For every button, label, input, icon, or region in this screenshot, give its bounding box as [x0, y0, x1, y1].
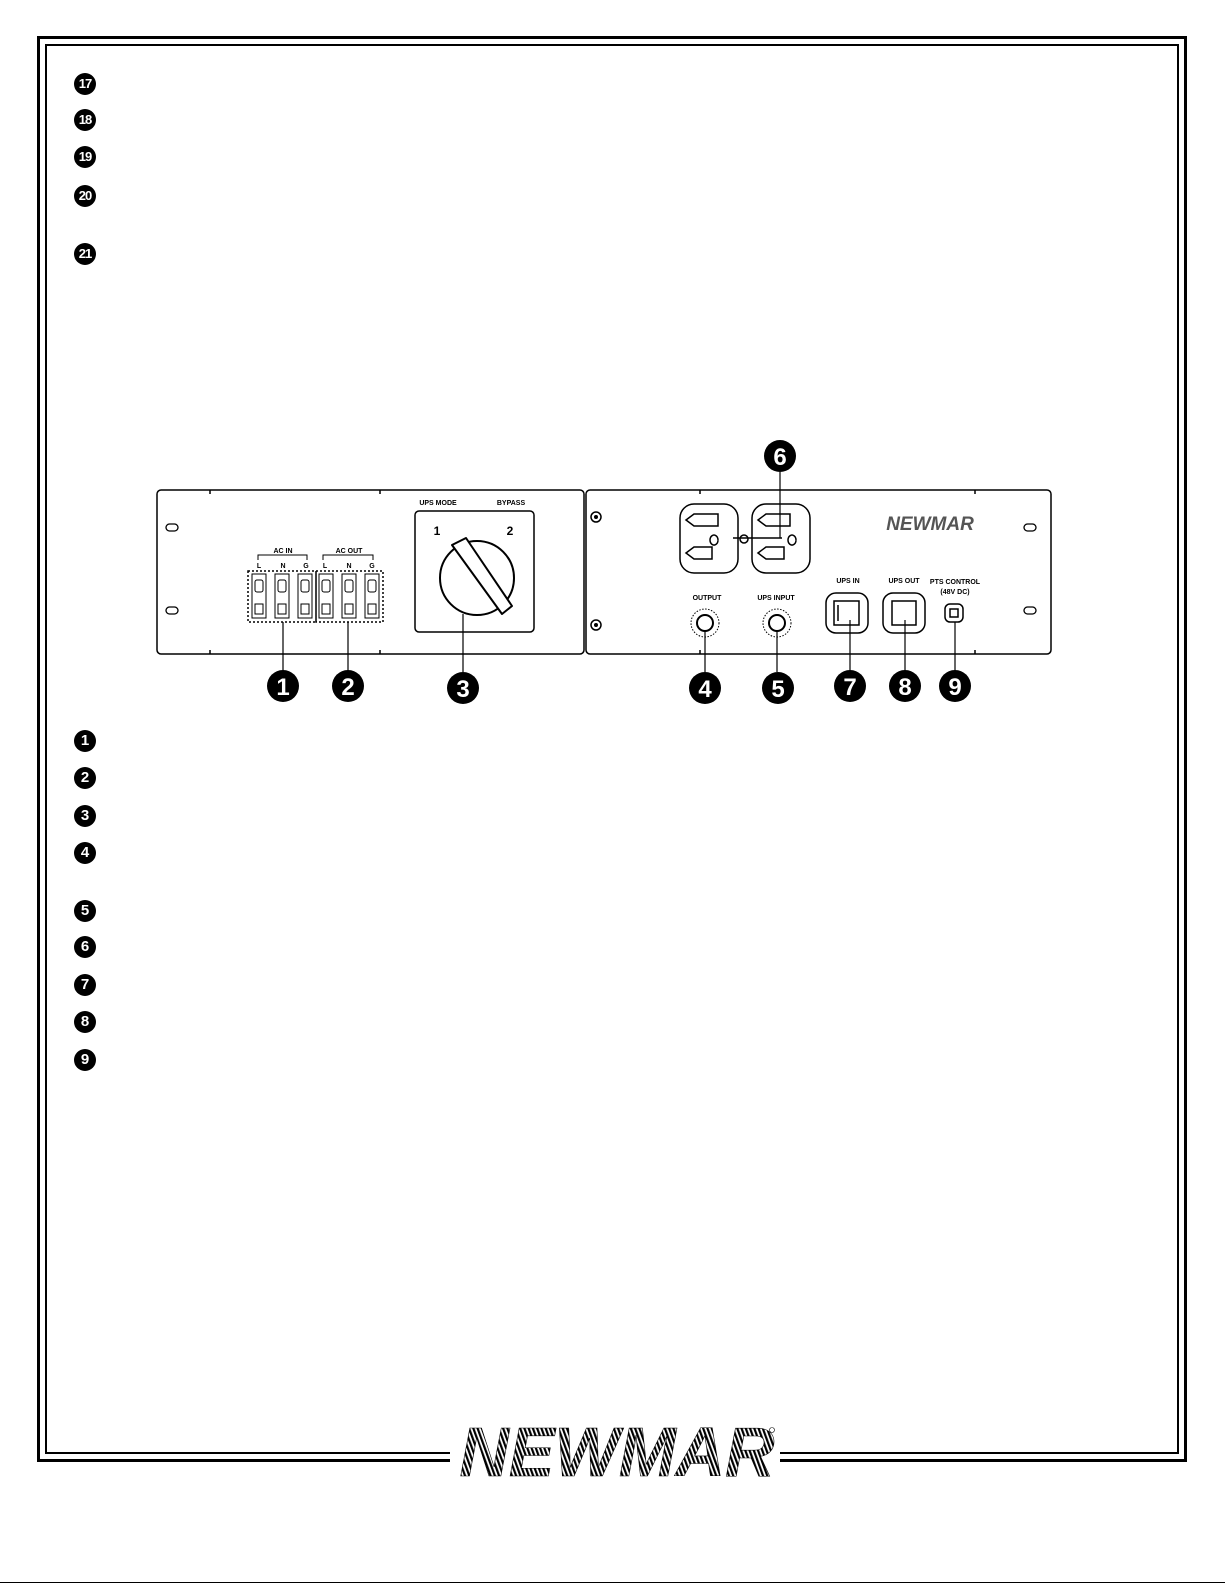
- svg-text:7: 7: [843, 674, 857, 701]
- callout-18: 18: [74, 109, 96, 131]
- screw-icon: [591, 512, 601, 630]
- pts-control-label: PTS CONTROL: [929, 579, 981, 586]
- terminal-letter: L: [322, 563, 328, 570]
- duplex-outlet-icon: [680, 504, 810, 573]
- callout-17: 17: [74, 73, 96, 95]
- switch-position-2: 2: [506, 524, 514, 538]
- panel-brand-logo: NEWMAR: [886, 514, 974, 535]
- ups-out-port-icon: [883, 593, 925, 633]
- ups-in-port-icon: [826, 593, 868, 633]
- diagram-callout-4: [689, 672, 721, 704]
- diagram-callout-3: [447, 672, 479, 704]
- terminal-letter: G: [369, 563, 375, 570]
- mount-slot-icon: [166, 607, 178, 614]
- callout-21: 21: [74, 243, 96, 265]
- footer-logo-text: NEWMAR: [459, 1413, 775, 1488]
- diagram-callout-9: [939, 670, 971, 702]
- terminal-letter: L: [256, 563, 262, 570]
- svg-text:4: 4: [698, 676, 712, 703]
- callout-8: 8: [74, 1011, 96, 1033]
- svg-text:3: 3: [456, 676, 470, 703]
- diagram-callout-7: [834, 670, 866, 702]
- terminal-letter: N: [280, 563, 286, 570]
- mount-slot-icon: [1024, 524, 1036, 531]
- front-panel-diagram: [150, 430, 1070, 715]
- svg-text:5: 5: [771, 676, 785, 703]
- diagram-callout-8: [889, 670, 921, 702]
- ac-out-label: AC OUT: [335, 548, 363, 555]
- callout-4: 4: [74, 842, 96, 864]
- ups-input-breaker-label: UPS INPUT: [757, 595, 795, 602]
- callout-3: 3: [74, 805, 96, 827]
- ac-in-label: AC IN: [273, 548, 293, 555]
- callout-7: 7: [74, 974, 96, 996]
- output-breaker-label: OUTPUT: [692, 595, 722, 602]
- mount-slot-icon: [166, 524, 178, 531]
- svg-text:8: 8: [898, 674, 912, 701]
- callout-1: 1: [74, 730, 96, 752]
- svg-text:6: 6: [773, 444, 787, 471]
- ups-in-label: UPS IN: [836, 578, 860, 585]
- switch-position-1: 1: [433, 524, 441, 538]
- ups-out-label: UPS OUT: [888, 578, 920, 585]
- panel-right-plate: [586, 490, 1051, 654]
- terminal-letter: N: [346, 563, 352, 570]
- page-border-inner: [45, 44, 1179, 1454]
- callout-9: 9: [74, 1049, 96, 1071]
- pts-control-voltage: (48V DC): [940, 589, 970, 596]
- mount-slot-icon: [1024, 607, 1036, 614]
- callout-2: 2: [74, 767, 96, 789]
- terminal-letter: G: [303, 563, 309, 570]
- panel-left-plate: [157, 490, 584, 654]
- svg-text:2: 2: [341, 674, 355, 701]
- svg-text:1: 1: [276, 674, 290, 701]
- diagram-callout-5: [762, 672, 794, 704]
- callout-19: 19: [74, 146, 96, 168]
- ups-mode-label: UPS MODE: [419, 500, 457, 507]
- callout-6: 6: [74, 936, 96, 958]
- callout-5: 5: [74, 900, 96, 922]
- pts-control-jack-icon: [945, 604, 963, 622]
- diagram-callout-2: [332, 670, 364, 702]
- diagram-callout-6: [764, 440, 796, 472]
- page-bottom-rule: [0, 1582, 1225, 1583]
- callout-20: 20: [74, 185, 96, 207]
- footer-newmar-logo: [452, 1408, 782, 1488]
- bypass-label: BYPASS: [496, 500, 526, 507]
- diagram-callout-1: [267, 670, 299, 702]
- svg-text:9: 9: [948, 674, 962, 701]
